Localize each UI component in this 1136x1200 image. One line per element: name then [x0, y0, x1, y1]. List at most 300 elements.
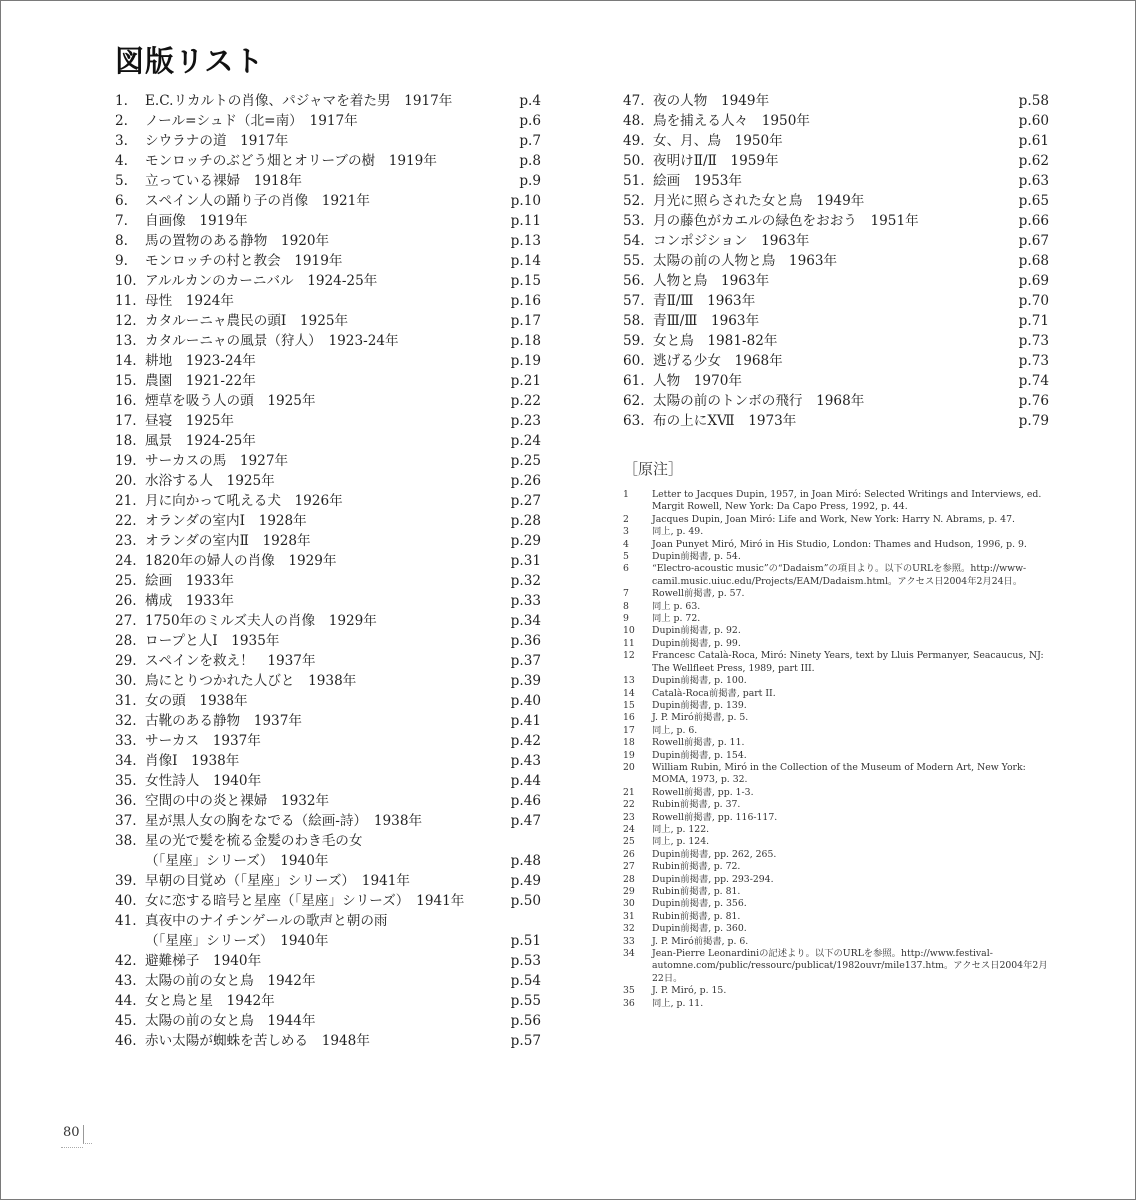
plate-entry — [115, 551, 541, 571]
plate-page: p.25 — [510, 453, 541, 469]
plate-entry — [623, 151, 1049, 171]
note-text: Rubin前掲書, p. 72. — [652, 861, 741, 873]
note-entry — [623, 489, 1049, 514]
note-number: 8 — [623, 600, 629, 612]
plate-entry — [115, 371, 541, 391]
plate-entry — [115, 251, 541, 271]
plate-title-continued: （「星座」シリーズ） 1940年 — [145, 853, 329, 869]
plate-number: 13. — [115, 333, 137, 349]
plate-entry — [115, 991, 541, 1011]
plate-page: p.13 — [510, 233, 541, 249]
plate-entry — [115, 331, 541, 351]
plate-page: p.34 — [510, 613, 541, 629]
note-entry — [623, 601, 1049, 613]
note-text: Dupin前掲書, pp. 262, 265. — [652, 848, 777, 860]
note-text: 同上, p. 49. — [652, 526, 704, 538]
plate-title: 人物と鳥 1963年 — [653, 273, 770, 289]
plate-title: 真夜中のナイチンゲールの歌声と朝の雨 — [145, 913, 388, 929]
note-entry — [623, 836, 1049, 848]
plate-entry — [115, 451, 541, 471]
note-number: 7 — [623, 588, 629, 600]
note-number: 26 — [623, 848, 635, 860]
plate-title: 女と鳥 1981-82年 — [653, 333, 778, 349]
plate-entry — [115, 771, 541, 791]
plate-entry — [115, 231, 541, 251]
plate-page: p.73 — [1018, 353, 1049, 369]
note-text: 同上, p. 122. — [652, 823, 710, 835]
plate-title: 青Ⅲ/Ⅲ 1963年 — [653, 313, 760, 329]
plate-entry — [623, 111, 1049, 131]
plate-title: アルルカンのカーニバル 1924-25年 — [145, 273, 378, 289]
plate-page: p.53 — [510, 953, 541, 969]
note-text: Dupin前掲書, p. 154. — [652, 749, 747, 761]
note-number: 20 — [623, 761, 635, 773]
plate-page: p.4 — [519, 93, 541, 109]
plate-title: 1820年の婦人の肖像 1929年 — [145, 553, 337, 569]
note-text: Dupin前掲書, p. 54. — [652, 551, 741, 563]
plate-page: p.65 — [1018, 193, 1049, 209]
plate-title: 絵画 1933年 — [145, 573, 234, 589]
plate-page: p.74 — [1018, 373, 1049, 389]
plate-number: 12. — [115, 313, 137, 329]
plate-entry — [623, 351, 1049, 371]
plate-title: 空間の中の炎と裸婦 1932年 — [145, 793, 330, 809]
plate-entry — [115, 631, 541, 651]
plate-number: 49. — [623, 133, 645, 149]
note-number: 14 — [623, 687, 635, 699]
plate-page: p.23 — [510, 413, 541, 429]
plate-title: 馬の置物のある静物 1920年 — [145, 233, 330, 249]
plate-entry — [115, 731, 541, 751]
plate-page: p.33 — [510, 593, 541, 609]
plate-title: 女に恋する暗号と星座（「星座」シリーズ） 1941年 — [145, 893, 465, 909]
notes-heading: ［原注］ — [623, 460, 684, 478]
plate-number: 58. — [623, 313, 645, 329]
note-text: J. P. Miró, p. 15. — [652, 985, 727, 997]
plate-title: 構成 1933年 — [145, 593, 234, 609]
plate-page: p.48 — [510, 853, 541, 869]
plate-number: 48. — [623, 113, 645, 129]
plate-page: p.62 — [1018, 153, 1049, 169]
plate-page: p.69 — [1018, 273, 1049, 289]
plate-entry — [115, 171, 541, 191]
plate-entry — [115, 791, 541, 811]
plate-number: 18. — [115, 433, 137, 449]
note-number: 29 — [623, 886, 635, 897]
plate-entry — [115, 811, 541, 831]
note-text: 同上, p. 124. — [652, 836, 710, 848]
plate-page: p.57 — [510, 1033, 541, 1049]
plate-entry — [115, 571, 541, 591]
note-text: Jacques Dupin, Joan Miró: Life and Work, New York: Harry N. Abrams, p. 47. — [652, 513, 1015, 525]
plate-number: 25. — [115, 573, 137, 589]
note-entry — [623, 762, 1049, 787]
plate-title: シウラナの道 1917年 — [145, 133, 289, 149]
plate-page: p.32 — [510, 573, 541, 589]
plate-title: 太陽の前のトンボの飛行 1968年 — [653, 393, 865, 409]
plate-number: 27. — [115, 613, 137, 629]
plate-page: p.47 — [510, 813, 541, 829]
note-number: 19 — [623, 749, 635, 761]
plate-page: p.46 — [510, 793, 541, 809]
plate-title: 自画像 1919年 — [145, 213, 248, 229]
plate-number: 39. — [115, 873, 137, 889]
plate-title: モンロッチの村と教会 1919年 — [145, 253, 343, 269]
note-text: Joan Punyet Miró, Miró in His Studio, London: Thames and Hudson, 1996, p. 9. — [652, 538, 1027, 550]
plate-title: E.C.リカルトの肖像、パジャマを着た男 1917年 — [145, 93, 453, 109]
plate-title: 耕地 1923-24年 — [145, 353, 256, 369]
plate-number: 57. — [623, 293, 645, 309]
note-entry — [623, 923, 1049, 935]
plate-number: 59. — [623, 333, 645, 349]
note-text: Rubin前掲書, p. 81. — [652, 886, 741, 897]
plate-page: p.54 — [510, 973, 541, 989]
plate-list-right — [623, 91, 1049, 431]
plate-entry — [115, 311, 541, 331]
plate-title: 太陽の前の女と鳥 1944年 — [145, 1013, 316, 1029]
plate-title: 鳥にとりつかれた人びと 1938年 — [145, 673, 357, 689]
plate-page: p.66 — [1018, 213, 1049, 229]
note-number: 25 — [623, 836, 635, 848]
note-number: 2 — [623, 513, 629, 525]
plate-number: 22. — [115, 513, 137, 529]
plate-entry — [623, 211, 1049, 231]
plate-title: 太陽の前の女と鳥 1942年 — [145, 973, 316, 989]
note-entry — [623, 712, 1049, 724]
note-text: Rubin前掲書, p. 37. — [652, 799, 741, 811]
plate-entry — [115, 971, 541, 991]
plate-page: p.67 — [1018, 233, 1049, 249]
plate-entry — [623, 91, 1049, 111]
plate-number: 16. — [115, 393, 137, 409]
note-text: J. P. Miró前掲書, p. 5. — [652, 712, 749, 724]
plate-list-left — [115, 91, 541, 1051]
plate-number: 55. — [623, 253, 645, 269]
plate-entry — [115, 491, 541, 511]
note-entry — [623, 911, 1049, 923]
plate-entry — [623, 191, 1049, 211]
note-text: Dupin前掲書, p. 100. — [652, 675, 747, 687]
note-entry — [623, 861, 1049, 873]
plate-number: 1. — [115, 93, 128, 109]
note-entry — [623, 948, 1049, 985]
plate-number: 6. — [115, 193, 128, 209]
plate-entry — [115, 131, 541, 151]
plate-number: 21. — [115, 493, 137, 509]
note-entry — [623, 824, 1049, 836]
plate-entry — [623, 291, 1049, 311]
note-text: Dupin前掲書, p. 139. — [652, 699, 747, 711]
note-number: 23 — [623, 811, 635, 823]
plate-page: p.24 — [510, 433, 541, 449]
plate-number: 62. — [623, 393, 645, 409]
plate-entry — [115, 351, 541, 371]
plate-entry — [115, 431, 541, 451]
plate-number: 51. — [623, 173, 645, 189]
note-text: Dupin前掲書, pp. 293-294. — [652, 873, 774, 885]
plate-page: p.56 — [510, 1013, 541, 1029]
note-entry — [623, 985, 1049, 997]
plate-number: 45. — [115, 1013, 137, 1029]
plate-number: 47. — [623, 93, 645, 109]
plate-number: 43. — [115, 973, 137, 989]
plate-entry — [115, 591, 541, 611]
plate-page: p.61 — [1018, 133, 1049, 149]
plate-title: カタルーニャ農民の頭Ⅰ 1925年 — [145, 313, 349, 329]
note-text: 同上, p. 11. — [652, 997, 704, 1009]
note-text: “Electro-acoustic music”の“Dadaism”の項目より。以下のURLを参照。http://www-camil.music.uiuc.edu/Projects/EAM/Dadaism.html。アクセス日2004年2月24日。 — [652, 563, 1027, 587]
plate-page: p.19 — [510, 353, 541, 369]
plate-entry — [115, 831, 541, 871]
note-text: Rowell前掲書, p. 11. — [652, 737, 745, 749]
plate-page: p.6 — [519, 113, 541, 129]
plate-entry — [115, 1011, 541, 1031]
plate-entry — [115, 471, 541, 491]
plate-page: p.70 — [1018, 293, 1049, 309]
plate-number: 15. — [115, 373, 137, 389]
plate-page: p.7 — [519, 133, 541, 149]
plate-entry — [115, 651, 541, 671]
note-text: Francesc Català-Roca, Miró: Ninety Years, text by Lluis Permanyer, Seacaucus, NJ: The Wellfleet Press, 1989, part III. — [652, 650, 1044, 674]
plate-page: p.49 — [510, 873, 541, 889]
plate-entry — [115, 611, 541, 631]
plate-title: 女と鳥と星 1942年 — [145, 993, 275, 1009]
plate-title: カタルーニャの風景（狩人） 1923-24年 — [145, 333, 399, 349]
plate-number: 26. — [115, 593, 137, 609]
plate-entry — [115, 1031, 541, 1051]
plate-title: 避難梯子 1940年 — [145, 953, 262, 969]
plate-number: 52. — [623, 193, 645, 209]
plate-title: 母性 1924年 — [145, 293, 234, 309]
plate-entry — [115, 871, 541, 891]
note-text: Rowell前掲書, p. 57. — [652, 588, 745, 600]
note-entry — [623, 613, 1049, 625]
plate-number: 5. — [115, 173, 128, 189]
plate-title: 夜明けⅡ/Ⅱ 1959年 — [653, 153, 779, 169]
note-entry — [623, 936, 1049, 948]
note-number: 32 — [623, 923, 635, 935]
plate-title: コンポジション 1963年 — [653, 233, 810, 249]
plate-entry — [115, 291, 541, 311]
plate-title: オランダの室内Ⅱ 1928年 — [145, 533, 311, 549]
note-text: Català-Roca前掲書, part II. — [652, 687, 776, 699]
note-number: 9 — [623, 613, 629, 625]
note-number: 4 — [623, 538, 629, 550]
plate-entry — [623, 311, 1049, 331]
plate-page: p.21 — [510, 373, 541, 389]
plate-page: p.15 — [510, 273, 541, 289]
plate-title: 赤い太陽が蜘蛛を苦しめる 1948年 — [145, 1033, 370, 1049]
plate-title: 早朝の目覚め（「星座」シリーズ） 1941年 — [145, 873, 411, 889]
plate-title: 女の頭 1938年 — [145, 693, 248, 709]
note-entry — [623, 688, 1049, 700]
plate-page: p.42 — [510, 733, 541, 749]
plate-title: 1750年のミルズ夫人の肖像 1929年 — [145, 613, 377, 629]
plate-number: 60. — [623, 353, 645, 369]
note-entry — [623, 898, 1049, 910]
note-number: 27 — [623, 861, 635, 873]
plate-number: 42. — [115, 953, 137, 969]
plate-entry — [115, 891, 541, 911]
note-number: 24 — [623, 823, 635, 835]
plate-number: 53. — [623, 213, 645, 229]
plate-page: p.73 — [1018, 333, 1049, 349]
plate-page: p.60 — [1018, 113, 1049, 129]
plate-entry — [115, 751, 541, 771]
plate-page: p.26 — [510, 473, 541, 489]
plate-number: 10. — [115, 273, 137, 289]
plate-number: 44. — [115, 993, 137, 1009]
plate-number: 14. — [115, 353, 137, 369]
plate-number: 50. — [623, 153, 645, 169]
plate-number: 30. — [115, 673, 137, 689]
plate-number: 34. — [115, 753, 137, 769]
plate-page: p.44 — [510, 773, 541, 789]
note-text: Rubin前掲書, p. 81. — [652, 910, 741, 922]
plate-entry — [623, 171, 1049, 191]
note-text: Dupin前掲書, p. 92. — [652, 625, 741, 637]
plate-page: p.11 — [510, 213, 541, 229]
plate-entry — [115, 511, 541, 531]
note-entry — [623, 700, 1049, 712]
plate-page: p.14 — [510, 253, 541, 269]
plate-number: 33. — [115, 733, 137, 749]
plate-page: p.51 — [510, 933, 541, 949]
note-number: 6 — [623, 563, 629, 575]
note-number: 18 — [623, 737, 635, 749]
plate-title: 布の上にⅩⅦ 1973年 — [653, 413, 797, 429]
plate-title: 女性詩人 1940年 — [145, 773, 262, 789]
note-entry — [623, 638, 1049, 650]
plate-page: p.22 — [510, 393, 541, 409]
plate-page: p.79 — [1018, 413, 1049, 429]
note-number: 10 — [623, 625, 635, 637]
plate-page: p.28 — [510, 513, 541, 529]
plate-page: p.58 — [1018, 93, 1049, 109]
plate-entry — [623, 411, 1049, 431]
plate-entry — [115, 91, 541, 111]
plate-page: p.55 — [510, 993, 541, 1009]
plate-page: p.36 — [510, 633, 541, 649]
note-text: Dupin前掲書, p. 99. — [652, 637, 741, 649]
plate-title: 立っている裸婦 1918年 — [145, 173, 302, 189]
plate-entry — [623, 391, 1049, 411]
plate-number: 38. — [115, 833, 137, 849]
note-number: 30 — [623, 898, 635, 910]
note-text: William Rubin, Miró in the Collection of the Museum of Modern Art, New York: MOMA, 1973, p. 32. — [652, 761, 1026, 786]
plate-page: p.68 — [1018, 253, 1049, 269]
note-text: Jean-Pierre Leonardiniの記述より。以下のURLを参照。http://www.festival-automne.com/public/ressourc/publicat/1982ouvr/mile137.htm。アクセス日2004年2月22日。 — [652, 948, 1048, 984]
plate-page: p.71 — [1018, 313, 1049, 329]
plate-page: p.10 — [510, 193, 541, 209]
note-number: 16 — [623, 712, 635, 724]
plate-title: 煙草を吸う人の頭 1925年 — [145, 393, 316, 409]
plate-title: 風景 1924-25年 — [145, 433, 256, 449]
plate-title: 古靴のある静物 1937年 — [145, 713, 302, 729]
plate-number: 37. — [115, 813, 137, 829]
note-text: Dupin前掲書, p. 356. — [652, 898, 747, 910]
plate-number: 32. — [115, 713, 137, 729]
plate-number: 29. — [115, 653, 137, 669]
plate-title: 逃げる少女 1968年 — [653, 353, 783, 369]
plate-title: 農園 1921-22年 — [145, 373, 256, 389]
plate-number: 56. — [623, 273, 645, 289]
plate-title: ロープと人Ⅰ 1935年 — [145, 633, 280, 649]
plate-number: 61. — [623, 373, 645, 389]
note-number: 22 — [623, 799, 635, 811]
note-number: 28 — [623, 873, 635, 885]
note-number: 21 — [623, 786, 635, 798]
plate-title: サーカスの馬 1927年 — [145, 453, 289, 469]
plate-title: 太陽の前の人物と鳥 1963年 — [653, 253, 838, 269]
page-title: 図版リスト — [115, 44, 265, 78]
plate-number: 9. — [115, 253, 128, 269]
plate-entry — [115, 951, 541, 971]
note-number: 13 — [623, 675, 635, 687]
note-number: 3 — [623, 526, 629, 538]
plate-number: 54. — [623, 233, 645, 249]
plate-number: 35. — [115, 773, 137, 789]
note-entry — [623, 886, 1049, 898]
plate-entry — [115, 411, 541, 431]
plate-number: 23. — [115, 533, 137, 549]
plate-entry — [115, 671, 541, 691]
plate-entry — [623, 331, 1049, 351]
plate-title: 星が黒人女の胸をなでる（絵画-詩） 1938年 — [145, 813, 423, 829]
plate-entry — [115, 691, 541, 711]
plate-page: p.29 — [510, 533, 541, 549]
plate-title: 月に向かって吼える犬 1926年 — [145, 493, 343, 509]
plate-title: 絵画 1953年 — [653, 173, 742, 189]
note-number: 5 — [623, 551, 629, 563]
plate-number: 17. — [115, 413, 137, 429]
note-number: 11 — [623, 637, 635, 649]
note-text: Rowell前掲書, pp. 1-3. — [652, 786, 754, 798]
plate-title: サーカス 1937年 — [145, 733, 261, 749]
note-number: 17 — [623, 724, 635, 736]
plate-title: 女、月、鳥 1950年 — [653, 133, 783, 149]
plate-title: 人物 1970年 — [653, 373, 742, 389]
plate-title: 青Ⅱ/Ⅲ 1963年 — [653, 293, 756, 309]
plate-title: スペイン人の踊り子の肖像 1921年 — [145, 193, 370, 209]
plate-entry — [623, 371, 1049, 391]
note-number: 31 — [623, 910, 635, 922]
note-entry — [623, 588, 1049, 600]
plate-title: 肖像Ⅰ 1938年 — [145, 753, 240, 769]
plate-title: 月の藤色がカエルの緑色をおおう 1951年 — [653, 213, 919, 229]
plate-title: 鳥を捕える人々 1950年 — [653, 113, 810, 129]
note-entry — [623, 514, 1049, 526]
plate-page: p.27 — [510, 493, 541, 509]
plate-number: 8. — [115, 233, 128, 249]
plate-title: モンロッチのぶどう畑とオリーブの樹 1919年 — [145, 153, 437, 169]
plate-number: 41. — [115, 913, 137, 929]
plate-number: 36. — [115, 793, 137, 809]
plate-entry — [623, 231, 1049, 251]
plate-title: スペインを救え！ 1937年 — [145, 653, 316, 669]
plate-page: p.37 — [510, 653, 541, 669]
plate-page: p.43 — [510, 753, 541, 769]
note-entry — [623, 551, 1049, 563]
plate-number: 3. — [115, 133, 128, 149]
note-entry — [623, 799, 1049, 811]
plate-entry — [115, 191, 541, 211]
plate-page: p.40 — [510, 693, 541, 709]
plate-number: 63. — [623, 413, 645, 429]
plate-title: オランダの室内Ⅰ 1928年 — [145, 513, 307, 529]
note-number: 34 — [623, 948, 635, 960]
note-number: 33 — [623, 935, 635, 947]
